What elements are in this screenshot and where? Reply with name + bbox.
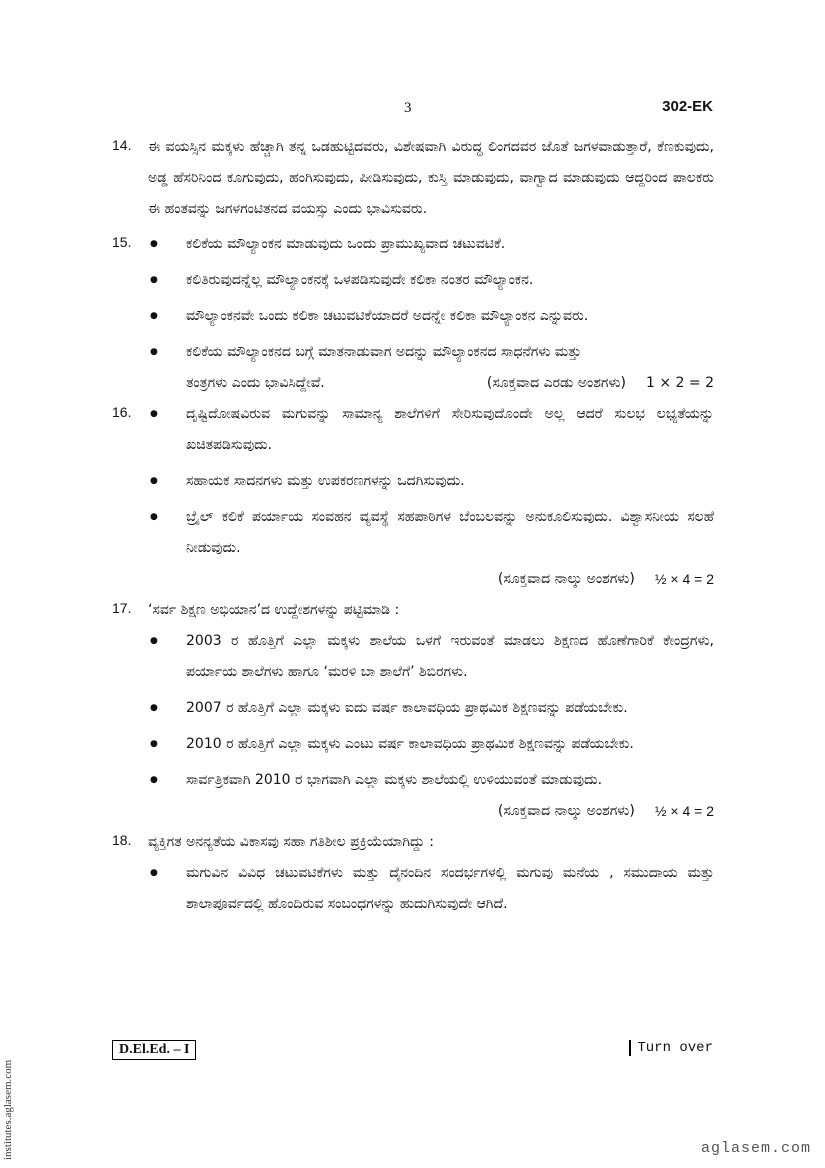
list-item: ● 2010 ರ ಹೊತ್ತಿಗೆ ಎಲ್ಲಾ ಮಕ್ಕಳು ಎಂಟು ವರ್ಷ ಕಾಲಾವಧಿಯ ಪ್ರಾಥಮಿಕ ಶಿಕ್ಷಣವನ್ನು ಪಡೆಯಬೇಕು. <box>148 729 714 760</box>
bottom-watermark: aglasem.com <box>700 1140 811 1157</box>
paper-code: 302-EK <box>662 98 713 115</box>
list-item: ● ಮಗುವಿನ ವಿವಿಧ ಚಟುವಟಿಕೆಗಳು ಮತ್ತು ದೈನಂದಿನ ಸಂದರ್ಭಗಳಲ್ಲಿ ಮಗುವು ಮನೆಯ , ಸಮುದಾಯ ಮತ್ತು ಶಾಲಾಪೂರ್ವದಲ್ಲಿ ಹೊಂದಿರುವ ಸಂಬಂಧಗಳನ್ನು ಹುದುಗಿಸುವುದೇ ಆಗಿದೆ. <box>148 858 714 920</box>
question-number: 16. <box>112 404 132 420</box>
score-row <box>112 564 714 595</box>
list-item <box>148 337 714 399</box>
question-text: ‘ಸರ್ವ ಶಿಕ್ಷಣ ಅಭಿಯಾನ’ದ ಉದ್ದೇಶಗಳನ್ನು ಪಟ್ಟಿಮಾಡಿ : <box>148 602 400 618</box>
list-item: ● ಸಹಾಯಕ ಸಾದನಗಳು ಮತ್ತು ಉಪಕರಣಗಳನ್ನು ಒದಗಿಸುವುದು. <box>148 466 714 497</box>
list-item: ● ದೃಷ್ಟಿದೋಷವಿರುವ ಮಗುವನ್ನು ಸಾಮಾನ್ಯ ಶಾಲೆಗಳಿಗೆ ಸೇರಿಸುವುದೊಂದೇ ಅಲ್ಲ ಆದರೆ ಸುಲಭ ಲಭ್ಯತೆಯನ್ನು ಖಚಿತಪಡಿಸುವುದು. <box>148 399 714 461</box>
list-item: ● ಬ್ರೈಲ್ ಕಲಿಕೆ ಪರ್ಯಾಯ ಸಂವಹನ ವ್ಯವಸ್ಥೆ ಸಹಪಾಠಿಗಳ ಬೆಂಬಲವನ್ನು ಅನುಕೂಲಿಸುವುದು. ವಿಶ್ವಾಸನೀಯ ಸಲಹೆ ನೀಡುವುದು. <box>148 502 714 564</box>
inline-score-row <box>186 368 714 399</box>
score-label: (ಸೂಕ್ತವಾದ ನಾಲ್ಕು ಅಂಶಗಳು) <box>497 571 635 587</box>
course-code-box: D.El.Ed. – I <box>112 1040 196 1060</box>
question-17 <box>112 595 714 827</box>
question-text: ಈ ವಯಸ್ಸಿನ ಮಕ್ಕಳು ಹೆಚ್ಚಾಗಿ ತನ್ನ ಒಡಹುಟ್ಟಿದವರು, ವಿಶೇಷವಾಗಿ ವಿರುದ್ಧ ಲಿಂಗದವರ ಜೊತೆ ಜಗಳವಾಡುತ್ತಾರೆ, ಕೆಣಕುವುದು, ಅಡ್ಡ ಹೆಸರಿನಿಂದ ಕೂಗುವುದು, ಹಂಗಿಸುವುದು, ಪೀಡಿಸುವುದು, ಕುಸ್ತಿ ಮಾಡುವುದು, ವಾಗ್ವಾದ ಮಾಡುವುದು ಆದ್ದರಿಂದ ಪಾಲಕರು ಈ ಹಂತವನ್ನು ಜಗಳಗಂಟಿತನದ ವಯಸ್ಸು ಎಂದು ಭಾವಿಸುವರು. <box>148 139 714 217</box>
list-item: ● 2003 ರ ಹೊತ್ತಿಗೆ ಎಲ್ಲಾ ಮಕ್ಕಳು ಶಾಲೆಯ ಒಳಗೆ ಇರುವಂತೆ ಮಾಡಲು ಶಿಕ್ಷಣದ ಹೊಣೆಗಾರಿಕೆ ಕೇಂದ್ರಗಳು, ಪರ್ಯಾಯ ಶಾಲೆಗಳು ಹಾಗೂ ‘ಮರಳಿ ಬಾ ಶಾಲೆಗೆ’ ಶಿಬಿರಗಳು. <box>148 626 714 688</box>
question-18 <box>112 827 714 920</box>
question-14 <box>112 132 714 225</box>
score-value: ½ × 4 = 2 <box>654 571 714 587</box>
list-item: ● 2007 ರ ಹೊತ್ತಿಗೆ ಎಲ್ಲಾ ಮಕ್ಕಳು ಐದು ವರ್ಷ ಕಾಲಾವಧಿಯ ಪ್ರಾಥಮಿಕ ಶಿಕ್ಷಣವನ್ನು ಪಡೆಯಬೇಕು. <box>148 693 714 724</box>
list-item: ● ಮೌಲ್ಯಾಂಕನವೇ ಒಂದು ಕಲಿಕಾ ಚಟುವಟಿಕೆಯಾದರೆ ಅದನ್ನೇ ಕಲಿಕಾ ಮೌಲ್ಯಾಂಕನ ಎನ್ನುವರು. <box>148 301 714 332</box>
question-15 <box>112 229 714 399</box>
list-item: ● ಸಾರ್ವತ್ರಿಕವಾಗಿ 2010 ರ ಭಾಗವಾಗಿ ಎಲ್ಲಾ ಮಕ್ಕಳು ಶಾಲೆಯಲ್ಲಿ ಉಳಿಯುವಂತೆ ಮಾಡುವುದು. <box>148 765 714 796</box>
question-number: 18. <box>112 832 132 848</box>
question-text: ವ್ಯಕ್ತಿಗತ ಅನನ್ಯತೆಯ ವಿಕಾಸವು ಸಹಾ ಗತಿಶೀಲ ಪ್ರಕ್ರಿಯೆಯಾಗಿದ್ದು : <box>148 834 434 850</box>
score-value: 1 × 2 = 2 <box>646 375 714 391</box>
list-item-text: ಕಲಿಕೆಯ ಮೌಲ್ಯಾಂಕನದ ಬಗ್ಗೆ ಮಾತನಾಡುವಾಗ ಅದನ್ನು ಮೌಲ್ಯಾಂಕನದ ಸಾಧನೆಗಳು ಮತ್ತು <box>186 344 582 360</box>
score-label: (ಸೂಕ್ತವಾದ ಎರಡು ಅಂಶಗಳು) <box>486 375 627 391</box>
list-item-continuation: ತಂತ್ರಗಳು ಎಂದು ಭಾವಿಸಿದ್ದೇವೆ. <box>186 375 325 391</box>
question-number: 14. <box>112 137 132 153</box>
list-item: ● ಕಲಿತಿರುವುದನ್ನೆಲ್ಲ ಮೌಲ್ಯಾಂಕನಕ್ಕೆ ಒಳಪಡಿಸುವುದೇ ಕಲಿಕಾ ನಂತರ ಮೌಲ್ಯಾಂಕನ. <box>148 265 714 296</box>
side-watermark: institutes.aglasem.com <box>2 1059 14 1160</box>
question-number: 15. <box>112 234 132 250</box>
list-item: ● ಕಲಿಕೆಯ ಮೌಲ್ಯಾಂಕನ ಮಾಡುವುದು ಒಂದು ಪ್ರಾಮುಖ್ಯವಾದ ಚಟುವಟಿಕೆ. <box>148 229 714 260</box>
question-16 <box>112 399 714 595</box>
score-row <box>112 796 714 827</box>
score-label: (ಸೂಕ್ತವಾದ ನಾಲ್ಕು ಅಂಶಗಳು) <box>497 803 635 819</box>
answer-content <box>112 132 714 925</box>
turn-over-label: Turn over <box>629 1040 713 1056</box>
question-number: 17. <box>112 600 132 616</box>
page-number: 3 <box>404 100 412 116</box>
score-value: ½ × 4 = 2 <box>654 803 714 819</box>
